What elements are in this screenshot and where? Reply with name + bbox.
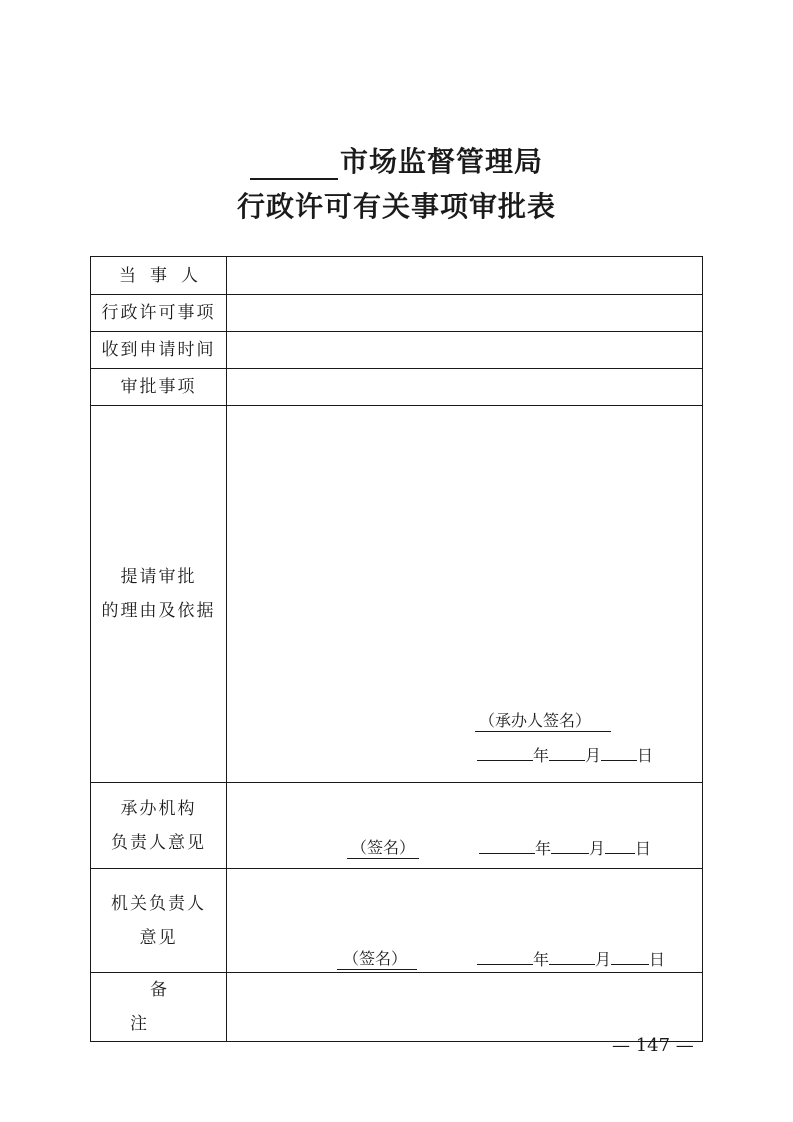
label-approval-item: 审批事项 [91,369,227,406]
day-blank [605,835,635,854]
handler-signature: （承办人签名） [475,708,611,731]
row-leader-opinion [91,869,703,973]
field-license-item[interactable] [227,295,703,332]
field-reason[interactable] [227,406,703,783]
title-line-2: 行政许可有关事项审批表 [236,190,556,223]
row-reason [91,406,703,783]
label-license-item: 行政许可事项 [91,295,227,332]
title-line-1 [0,140,793,180]
label-reason-line2: 的理由及依据 [101,601,216,621]
label-party: 当事人 [91,257,227,295]
month-blank [551,835,589,854]
label-reason-line1: 提请审批 [120,567,197,587]
reason-date: 年 月 日 [477,742,653,766]
dept-signature: （签名） [347,835,419,858]
label-dept-opinion-line2: 负责人意见 [111,832,206,853]
field-leader-opinion[interactable] [227,869,703,973]
label-leader-opinion-line1: 机关负责人 [111,893,206,914]
leader-signature: （签名） [337,946,417,969]
row-license-item [91,295,703,332]
label-dept-opinion [91,783,227,869]
month-blank [549,946,595,965]
field-remarks[interactable] [227,973,703,1042]
year-blank [477,742,533,761]
field-received-time[interactable] [227,332,703,369]
month-blank [549,742,585,761]
field-dept-opinion[interactable] [227,783,703,869]
row-received-time [91,332,703,369]
label-leader-opinion [91,869,227,973]
field-approval-item[interactable] [227,369,703,406]
leader-date: 年 月 日 [477,946,665,970]
bureau-name-blank [250,152,338,180]
label-reason [91,406,227,783]
row-dept-opinion [91,783,703,869]
row-party [91,257,703,295]
row-remarks [91,973,703,1042]
field-party[interactable] [227,257,703,295]
label-received-time: 收到申请时间 [91,332,227,369]
year-blank [477,946,533,965]
label-leader-opinion-line2: 意见 [139,927,178,948]
day-blank [611,946,649,965]
day-blank [601,742,637,761]
page-number: — 147 — [612,1035,694,1056]
approval-form-table [90,256,703,1042]
dept-date: 年 月 日 [479,835,651,859]
title-line-1-text: 市场监督管理局 [339,145,543,178]
row-approval-item [91,369,703,406]
year-blank [479,835,535,854]
label-remarks: 备注 [91,973,227,1042]
label-dept-opinion-line1: 承办机构 [120,798,197,819]
